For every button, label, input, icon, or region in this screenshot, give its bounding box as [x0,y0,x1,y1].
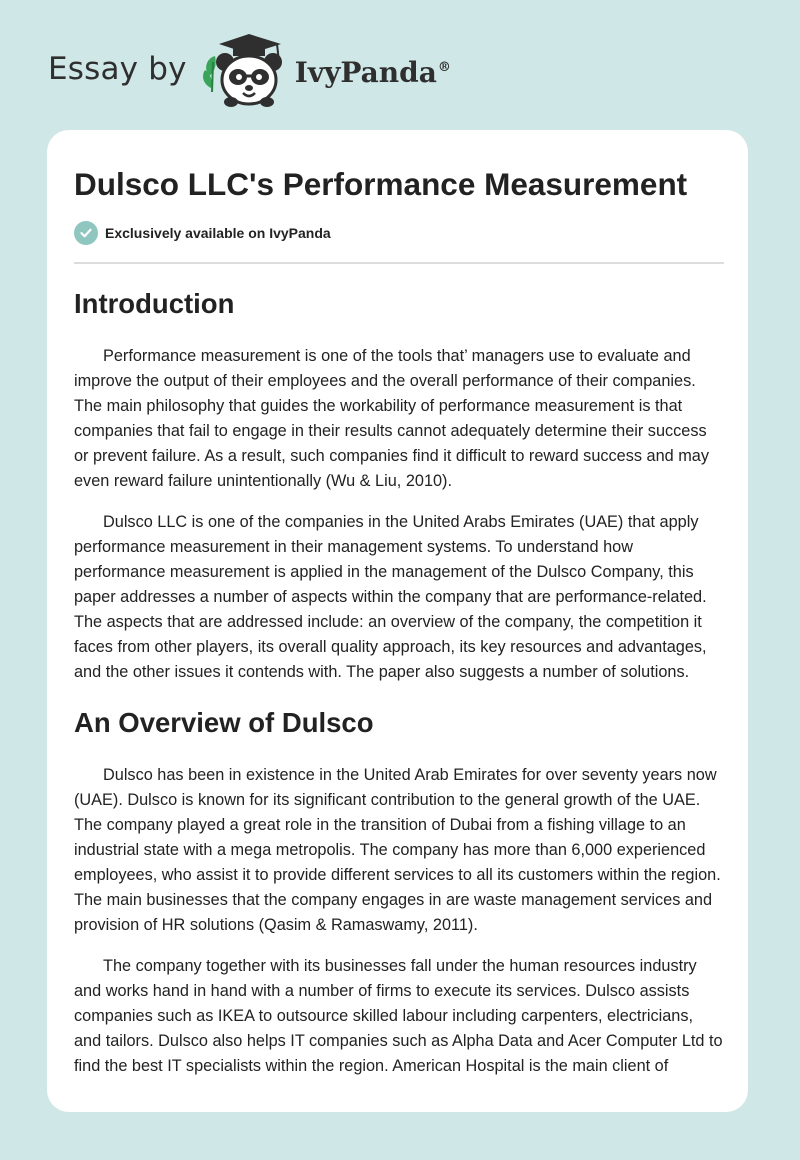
section-heading-introduction: Introduction [74,288,235,319]
exclusive-label: Exclusively available on IvyPanda [105,225,331,241]
paragraph: Dulsco LLC is one of the companies in the United Arabs Emirates (UAE) that apply performance measurement in their management systems. To understand how performance measurement is applied in the management of the Dulsco Company, this paper addresses a number of aspects within the company that are performance-related. The aspects that are addressed include: an overview of the company, the competition it faces from other players, its overall quality approach, its key resources and advantages, and the other issues it contends with. The paper also suggests a number of solutions. [74,513,707,681]
brand-header [48,32,451,108]
section-heading-overview: An Overview of Dulsco [74,707,374,738]
check-icon [74,221,98,245]
essay-card [47,130,748,1112]
paragraph: Dulsco has been in existence in the United Arab Emirates for over seventy years now (UAE). Dulsco is known for its significant contribution to the general growth of the UAE. The company played a great role in the transition of Dubai from a fishing village to an industrial state with a mega metropolis. The company has more than 6,000 experienced employees, who assist it to provide different services to all its customers within the region. The main businesses that the company engages in are waste management services and provision of HR solutions (Qasim & Ramaswamy, 2011). [74,766,721,934]
brand-name [295,56,451,89]
paragraph: The company together with its businesses fall under the human resources industry and works hand in hand with a number of firms to execute its services. Dulsco assists companies such as IKEA to outsource skilled labour including carpenters, electricians, and tailors. Dulsco also helps IT companies such as Alpha Data and Acer Computer Ltd to find the best IT specialists within the region. American Hospital is the main client of [74,957,723,1075]
divider [74,262,724,264]
exclusive-badge [74,220,724,246]
page-title: Dulsco LLC's Performance Measurement [74,166,688,202]
registered-mark: ® [437,60,451,76]
brand-name-text: IvyPanda [294,55,437,89]
paragraph: Performance measurement is one of the tools that’ managers use to evaluate and improve the output of their employees and the overall performance of their companies. The main philosophy that guides the workability of performance measurement is that companies that fail to engage in their results cannot adequately determine their success or prevent failure. As a result, such companies find it difficult to reward success and may even reward failure unintentionally (Wu & Liu, 2010). [74,347,709,490]
brand-prefix: Essay by [48,51,187,87]
panda-logo-icon [199,32,291,108]
essay-content [74,162,724,1079]
